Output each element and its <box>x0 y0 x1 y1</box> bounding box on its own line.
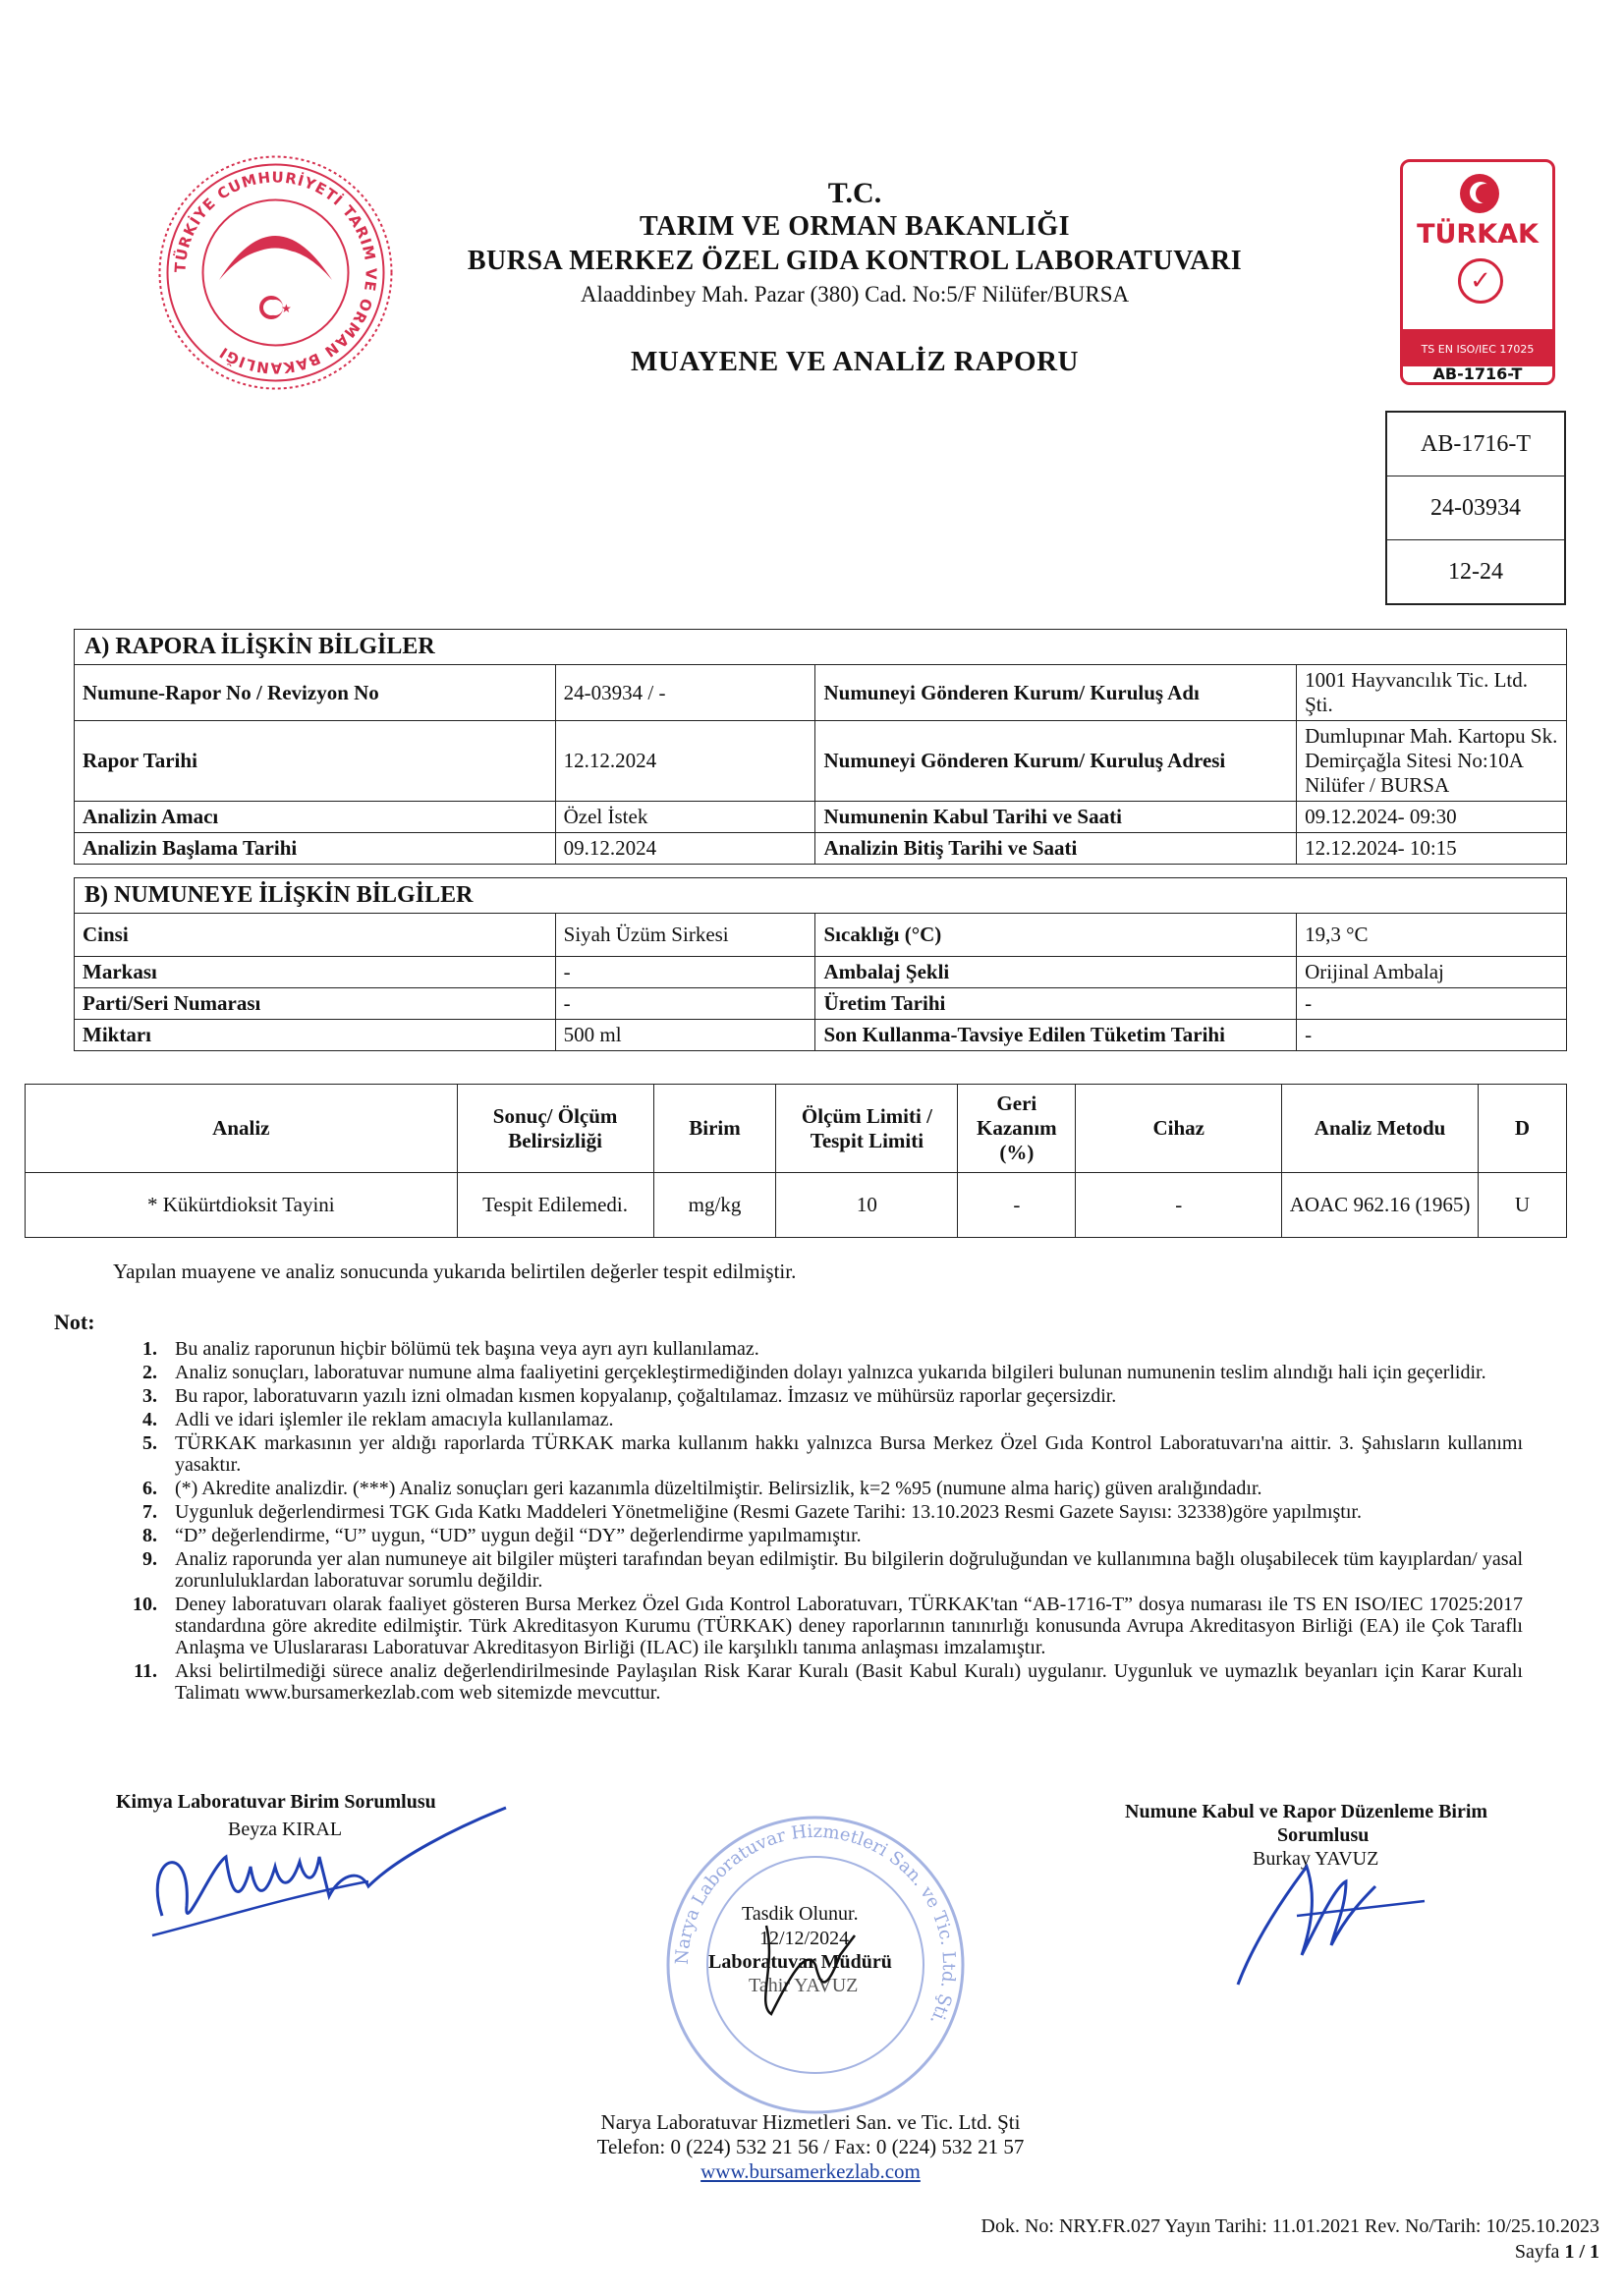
cell-unit: mg/kg <box>653 1173 776 1238</box>
doc-info: Dok. No: NRY.FR.027 Yayın Tarihi: 11.01.2021 Rev. No/Tarih: 10/25.10.2023 <box>980 2215 1599 2237</box>
cell-d: U <box>1479 1173 1567 1238</box>
value-sender-address: Dumlupınar Mah. Kartopu Sk. Demirçağla Sitesi No:10A Nilüfer / BURSA <box>1297 721 1567 802</box>
report-month: 12-24 <box>1448 559 1503 585</box>
reference-box <box>1385 411 1566 605</box>
label-sender-address: Numuneyi Gönderen Kurum/ Kuruluş Adresi <box>815 721 1297 802</box>
turkak-standard: TS EN ISO/IEC 17025 <box>1403 329 1552 366</box>
page-number: Sayfa 1 / 1 <box>1514 2241 1599 2263</box>
label-batch: Parti/Seri Numarası <box>75 988 556 1020</box>
results-table <box>25 1084 1567 1238</box>
seal-ring-text: TÜRKİYE CUMHURİYETİ TARIM VE ORMAN BAKANLIĞI <box>171 168 380 377</box>
turkak-name: TÜRKAK <box>1417 219 1539 250</box>
value-packaging: Orijinal Ambalaj <box>1297 957 1567 988</box>
label-sender-name: Numuneyi Gönderen Kurum/ Kuruluş Adı <box>815 665 1297 721</box>
right-signer-title-2: Sorumlusu <box>1277 1824 1370 1846</box>
footer-website-link[interactable]: www.bursamerkezlab.com <box>700 2159 921 2183</box>
value-quantity: 500 ml <box>555 1020 815 1051</box>
label-type: Cinsi <box>75 914 556 957</box>
col-d: D <box>1479 1085 1567 1173</box>
list-item: 6. (*) Akredite analizdir. (***) Analiz sonuçları geri kazanımla düzeltilmiştir. Belirsizlik, k=2 %95 (numune alma hariç) güven aralığındadır. <box>142 1478 1262 1499</box>
cell-limit: 10 <box>776 1173 958 1238</box>
list-item: 7. Uygunluk değerlendirmesi TGK Gıda Katkı Maddeleri Yönetmeliğine (Resmi Gazete Tarihi: 13.10.2023 Resmi Gazete Sayısı: 32338)göre yapılmıştır. <box>142 1501 1362 1523</box>
header-address: Alaaddinbey Mah. Pazar (380) Cad. No:5/F Nilüfer/BURSA <box>580 282 1130 307</box>
col-device: Cihaz <box>1076 1085 1282 1173</box>
table-row <box>26 1173 1567 1238</box>
list-item: 8. “D” değerlendirme, “U” uygun, “UD” uygun değil “DY” değerlendirme yapılmamıştır. <box>142 1525 862 1546</box>
approval-date: 12/12/2024 <box>759 1928 850 1949</box>
value-start-date: 09.12.2024 <box>555 833 815 865</box>
cell-analysis: * Kükürtdioksit Tayini <box>26 1173 458 1238</box>
cell-method: AOAC 962.16 (1965) <box>1282 1173 1479 1238</box>
col-recovery: Geri Kazanım (%) <box>958 1085 1076 1173</box>
results-statement: Yapılan muayene ve analiz sonucunda yukarıda belirtilen değerler tespit edilmiştir. <box>113 1260 797 1283</box>
label-expiry-date: Son Kullanma-Tavsiye Edilen Tüketim Tarihi <box>815 1020 1297 1051</box>
center-signature <box>727 1906 894 2034</box>
list-item: 5. TÜRKAK markasının yer aldığı raporlarda TÜRKAK marka kullanım hakkı yalnızca Bursa Merkez Özel Gıda Kontrol Laboratuvarı'na aittir. 3. Şahısların kullanımı yasaktır. <box>142 1432 1523 1476</box>
approval-role: Laboratuvar Müdürü <box>708 1951 892 1973</box>
left-signer-title: Kimya Laboratuvar Birim Sorumlusu <box>116 1791 436 1813</box>
value-sender-name: 1001 Hayvancılık Tic. Ltd. Şti. <box>1297 665 1567 721</box>
left-signature <box>133 1798 516 1955</box>
header-tc: T.C. <box>827 177 882 209</box>
label-end-date: Analizin Bitiş Tarihi ve Saati <box>815 833 1297 865</box>
right-signature <box>1208 1847 1454 1994</box>
ministry-seal <box>155 152 396 393</box>
value-report-date: 12.12.2024 <box>555 721 815 802</box>
svg-text:★: ★ <box>281 302 292 315</box>
footer-company: Narya Laboratuvar Hizmetleri San. ve Tic. Ltd. Şti <box>600 2110 1021 2134</box>
label-temperature: Sıcaklığı (°C) <box>815 914 1297 957</box>
crescent-star-icon <box>1460 174 1499 213</box>
list-item: 1. Bu analiz raporunun hiçbir bölümü tek başına veya ayrı ayrı kullanılamaz. <box>142 1338 759 1360</box>
list-item: 9. Analiz raporunda yer alan numuneye ait bilgiler müşteri tarafından beyan edilmiştir. Bu bilgilerin doğruluğundan ve kullanımına bağlı oluşabilecek tüm kayıplardan/ yasal zorunluluklardan laboratuvar sorumlu değildir. <box>142 1548 1523 1592</box>
accreditation-no: AB-1716-T <box>1387 413 1564 476</box>
cell-recovery: - <box>958 1173 1076 1238</box>
list-item: 2. Analiz sonuçları, laboratuvar numune alma faaliyetini gerçekleştirmediğinden dolayı yalnızca yukarıda bilgileri bulunan numunenin teslim alındığı hali için geçerlidir. <box>142 1362 1486 1383</box>
list-item: 11. Aksi belirtilmediği sürece analiz değerlendirilmesinde Paylaşılan Risk Karar Kuralı (Basit Kabul Kuralı) uygulanır. Uygunluk ve uymazlık beyanları için Karar Kuralı Talimatı www.bursamerkezlab.com web sitemizde mevcuttur. <box>134 1660 1523 1704</box>
left-signer-name: Beyza KIRAL <box>228 1819 343 1840</box>
stamp-ring-text: Narya Laboratuvar Hizmetleri San. ve Tic. Ltd. Şti. <box>671 1820 960 2029</box>
col-limit: Ölçüm Limiti / Tespit Limiti <box>776 1085 958 1173</box>
report-no: 24-03934 <box>1387 476 1564 540</box>
col-result: Sonuç/ Ölçüm Belirsizliği <box>457 1085 653 1173</box>
value-production-date: - <box>1297 988 1567 1020</box>
label-acceptance-date: Numunenin Kabul Tarihi ve Saati <box>815 802 1297 833</box>
list-item: 4. Adli ve idari işlemler ile reklam amacıyla kullanılamaz. <box>142 1409 614 1430</box>
label-production-date: Üretim Tarihi <box>815 988 1297 1020</box>
col-method: Analiz Metodu <box>1282 1085 1479 1173</box>
value-expiry-date: - <box>1297 1020 1567 1051</box>
cell-result: Tespit Edilemedi. <box>457 1173 653 1238</box>
value-end-date: 12.12.2024- 10:15 <box>1297 833 1567 865</box>
checkmark-icon: ✓ <box>1458 258 1503 304</box>
value-type: Siyah Üzüm Sirkesi <box>555 914 815 957</box>
label-report-date: Rapor Tarihi <box>75 721 556 802</box>
value-brand: - <box>555 957 815 988</box>
value-report-no: 24-03934 / - <box>555 665 815 721</box>
header-lab-name: BURSA MERKEZ ÖZEL GIDA KONTROL LABORATUVARI <box>467 246 1243 276</box>
header-ministry: TARIM VE ORMAN BAKANLIĞI <box>640 211 1070 242</box>
label-brand: Markası <box>75 957 556 988</box>
section-b-table <box>74 877 1567 1051</box>
value-analysis-purpose: Özel İstek <box>555 802 815 833</box>
turkak-logo <box>1400 159 1555 385</box>
label-analysis-purpose: Analizin Amacı <box>75 802 556 833</box>
report-title: MUAYENE VE ANALİZ RAPORU <box>631 346 1079 377</box>
notes-label: Not: <box>54 1310 95 1334</box>
notes-list <box>108 1338 1523 1706</box>
value-batch: - <box>555 988 815 1020</box>
label-report-no: Numune-Rapor No / Revizyon No <box>75 665 556 721</box>
value-acceptance-date: 09.12.2024- 09:30 <box>1297 802 1567 833</box>
approval-name: Tahir YAVUZ <box>749 1975 859 1996</box>
cell-device: - <box>1076 1173 1282 1238</box>
list-item: 10. Deney laboratuvarı olarak faaliyet gösteren Bursa Merkez Özel Gıda Kontrol Laboratuvarı, TÜRKAK'tan “AB-1716-T” dosya numarası ile TS EN ISO/IEC 17025:2017 standardına göre akredite edilmiştir. Türk Akreditasyon Kurumu (TÜRKAK) deney raporlarının tanınırlığı konusunda Avrupa Akreditasyon Birliği (EA) ile Çok Taraflı Anlaşma ve Uluslararası Laboratuvar Akreditasyon Birliği (ILAC) ile karşılıklı tanıma anlaşması imzalamıştır. <box>133 1594 1523 1658</box>
approval-text: Tasdik Olunur. <box>742 1903 859 1925</box>
col-analysis: Analiz <box>26 1085 458 1173</box>
footer-phone: Telefon: 0 (224) 532 21 56 / Fax: 0 (224) 532 21 57 <box>596 2135 1025 2158</box>
label-start-date: Analizin Başlama Tarihi <box>75 833 556 865</box>
right-signer-name: Burkay YAVUZ <box>1253 1848 1379 1870</box>
list-item: 3. Bu rapor, laboratuvarın yazılı izni olmadan kısmen kopyalanıp, çoğaltılamaz. İmzasız ve mühürsüz raporlar geçersizdir. <box>142 1385 1117 1407</box>
col-unit: Birim <box>653 1085 776 1173</box>
section-a-title: A) RAPORA İLİŞKİN BİLGİLER <box>75 630 1567 665</box>
label-packaging: Ambalaj Şekli <box>815 957 1297 988</box>
value-temperature: 19,3 °C <box>1297 914 1567 957</box>
section-a-table <box>74 629 1567 865</box>
right-signer-title: Numune Kabul ve Rapor Düzenleme Birim <box>1125 1801 1488 1822</box>
section-b-title: B) NUMUNEYE İLİŞKİN BİLGİLER <box>75 878 1567 914</box>
label-quantity: Miktarı <box>75 1020 556 1051</box>
turkak-code: AB-1716-T <box>1432 364 1523 383</box>
